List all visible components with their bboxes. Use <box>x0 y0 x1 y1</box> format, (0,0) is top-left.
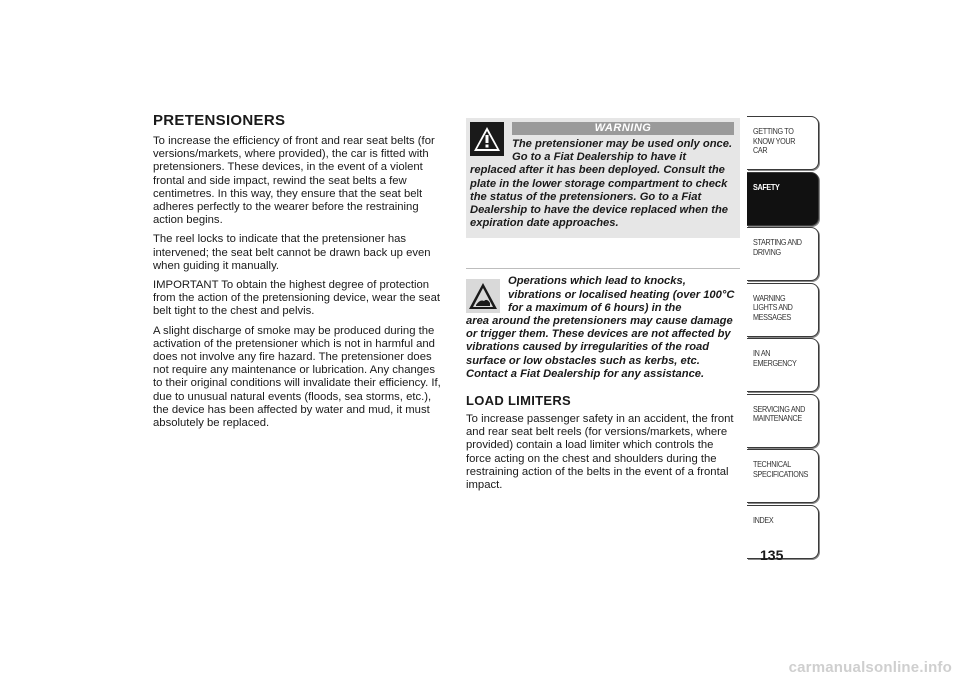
page-number: 135 <box>760 547 784 563</box>
paragraph: To increase passenger safety in an accident, the front and rear seat belt reels (for versions/markets, where provided) contain a load limiter which controls the force acting on the chest and shoulders during the restraining action of the belts in the event of a frontal impact. <box>466 413 734 492</box>
paragraph: IMPORTANT To obtain the highest degree of protection from the action of the pretensioning device, wear the seat belt tight to the chest and pelvis. <box>153 279 440 318</box>
tab-safety[interactable] <box>747 172 819 226</box>
tab-starting-driving[interactable] <box>747 227 819 281</box>
paragraph: The reel locks to indicate that the pretensioner has intervened; the seat belt cannot be drawn back up even when guiding it manually. <box>153 233 431 272</box>
tab-getting-to-know[interactable] <box>747 116 819 170</box>
tab-emergency[interactable] <box>747 338 819 392</box>
chapter-tabs <box>747 116 819 560</box>
section-title: PRETENSIONERS <box>153 112 286 129</box>
tab-label: INDEX <box>753 514 774 525</box>
section-title: LOAD LIMITERS <box>466 393 572 409</box>
warning-triangle-icon <box>470 122 504 156</box>
tab-label: STARTING AND DRIVING <box>753 237 802 257</box>
hand-caution-icon <box>466 279 500 313</box>
tab-label: GETTING TO KNOW YOUR CAR <box>753 126 796 155</box>
divider <box>466 268 740 269</box>
right-column <box>466 118 740 498</box>
tab-label: SERVICING AND MAINTENANCE <box>753 403 806 423</box>
tab-label: WARNING LIGHTS AND MESSAGES <box>753 292 793 322</box>
paragraph: A slight discharge of smoke may be produced during the activation of the pretensioner which is not in harmful and does not involve any fire hazard. The pretensioner does not require any maintenance or lubrication. Any changes to their original conditions will invalidate their efficiency. If, due to unusual natural events (floods, sea storms, etc.), the device has been affected by water and mud, it must absolutely be replaced. <box>153 324 441 430</box>
warning-label: WARNING <box>512 122 734 135</box>
tab-label: TECHNICAL SPECIFICATIONS <box>753 459 808 479</box>
tab-label: IN AN EMERGENCY <box>753 348 797 368</box>
pretensioners-section <box>153 112 443 436</box>
tab-warning-lights[interactable] <box>747 283 819 337</box>
warning-rest: replaced after it has been deployed. Consult the plate in the lower storage compartment to check the status of the pretensioners. Go to a Fiat Dealership to have the device replaced when the expiration date approaches. <box>470 164 729 230</box>
warning-text <box>470 138 734 230</box>
caution-note <box>466 275 740 381</box>
warning-box <box>466 118 740 238</box>
paragraph: To increase the efficiency of front and rear seat belts (for versions/markets, where provided), the car is fitted with pretensioners. These devices, in the event of a violent frontal and side impact, rewind the seat belts a few centimetres. In this way, they ensure that the seat belt adheres perfectly to the wearer before the restraining action begins. <box>153 135 435 227</box>
tab-servicing[interactable] <box>747 394 819 448</box>
tab-technical[interactable] <box>747 449 819 503</box>
warning-lead: The pretensioner may be used only once. Go to a Fiat Dealership to have it <box>512 138 733 164</box>
tab-label: SAFETY <box>753 181 780 192</box>
note-rest: area around the pretensioners may cause damage or trigger them. These devices are not affected by vibrations caused by irregularities of the road surface or low obstacles such as kerbs, etc. Contact a Fiat Dealership for any assistance. <box>466 315 733 380</box>
watermark: carmanualsonline.info <box>788 659 952 676</box>
note-lead: Operations which lead to knocks, vibrations or localised heating (over 100°C for a maximum of 6 hours) in the <box>508 275 735 314</box>
